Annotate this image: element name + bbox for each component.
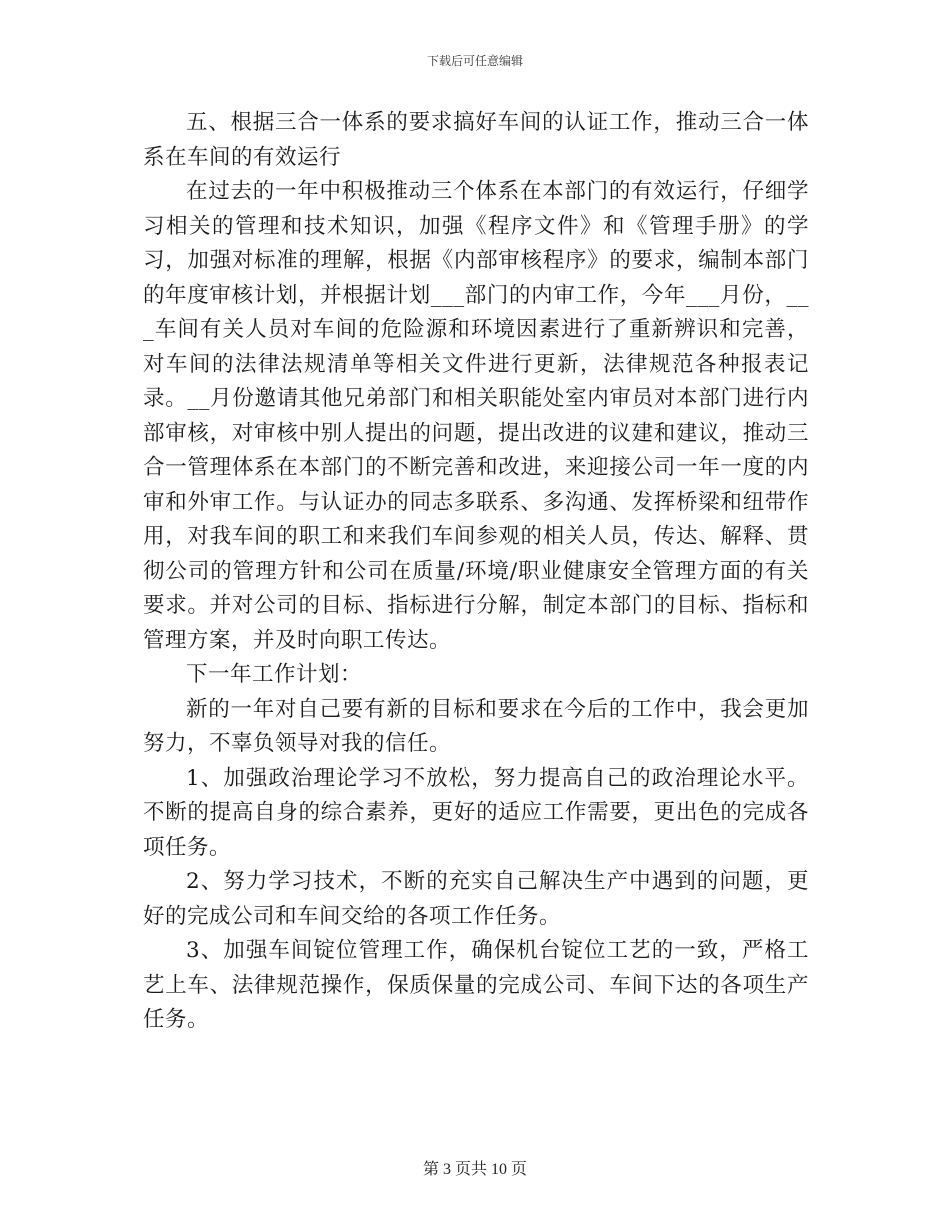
page-header: 下载后可任意编辑 [426, 54, 523, 68]
plan-item-1: 1、加强政治理论学习不放松，努力提高自己的政治理论水平。不断的提高自身的综合素养，更好的适应工作需要，更出色的完成各项任务。 [143, 765, 809, 860]
body-paragraph: 新的一年对自己要有新的目标和要求在今后的工作中，我会更加努力，不辜负领导对我的信任。 [143, 696, 809, 756]
section-heading: 五、根据三合一体系的要求搞好车间的认证工作，推动三合一体系在车间的有效运行 [143, 110, 809, 170]
plan-item-2: 2、努力学习技术，不断的充实自己解决生产中遇到的问题，更好的完成公司和车间交给的各项工作任务。 [143, 869, 809, 929]
document-body [143, 106, 809, 1038]
plan-heading: 下一年工作计划： [186, 662, 363, 687]
page-number: 第 3 页共 10 页 [422, 1161, 527, 1178]
body-paragraph: 在过去的一年中积极推动三个体系在本部门的有效运行，仔细学习相关的管理和技术知识，加强《程序文件》和《管理手册》的学习，加强对标准的理解，根据《内部审核程序》的要求，编制本部门的年度审核计划，并根据计划___部门的内审工作，今年___月份，___车间有关人员对车间的危险源和环境因素进行了重新辨识和完善，对车间的法律法规清单等相关文件进行更新，法律规范各种报表记录。__月份邀请其他兄弟部门和相关职能处室内审员对本部门进行内部审核，对审核中别人提出的问题，提出改进的议建和建议，推动三合一管理体系在本部门的不断完善和改进，来迎接公司一年一度的内审和外审工作。与认证办的同志多联系、多沟通、发挥桥梁和纽带作用，对我车间的职工和来我们车间参观的相关人员，传达、解释、贯彻公司的管理方针和公司在质量/环境/职业健康安全管理方面的有关要求。并对公司的目标、指标进行分解，制定本部门的目标、指标和管理方案，并及时向职工传达。 [143, 179, 809, 653]
plan-item-3: 3、加强车间锭位管理工作，确保机台锭位工艺的一致，严格工艺上车、法律规范操作，保质保量的完成公司、车间下达的各项生产任务。 [143, 938, 809, 1032]
